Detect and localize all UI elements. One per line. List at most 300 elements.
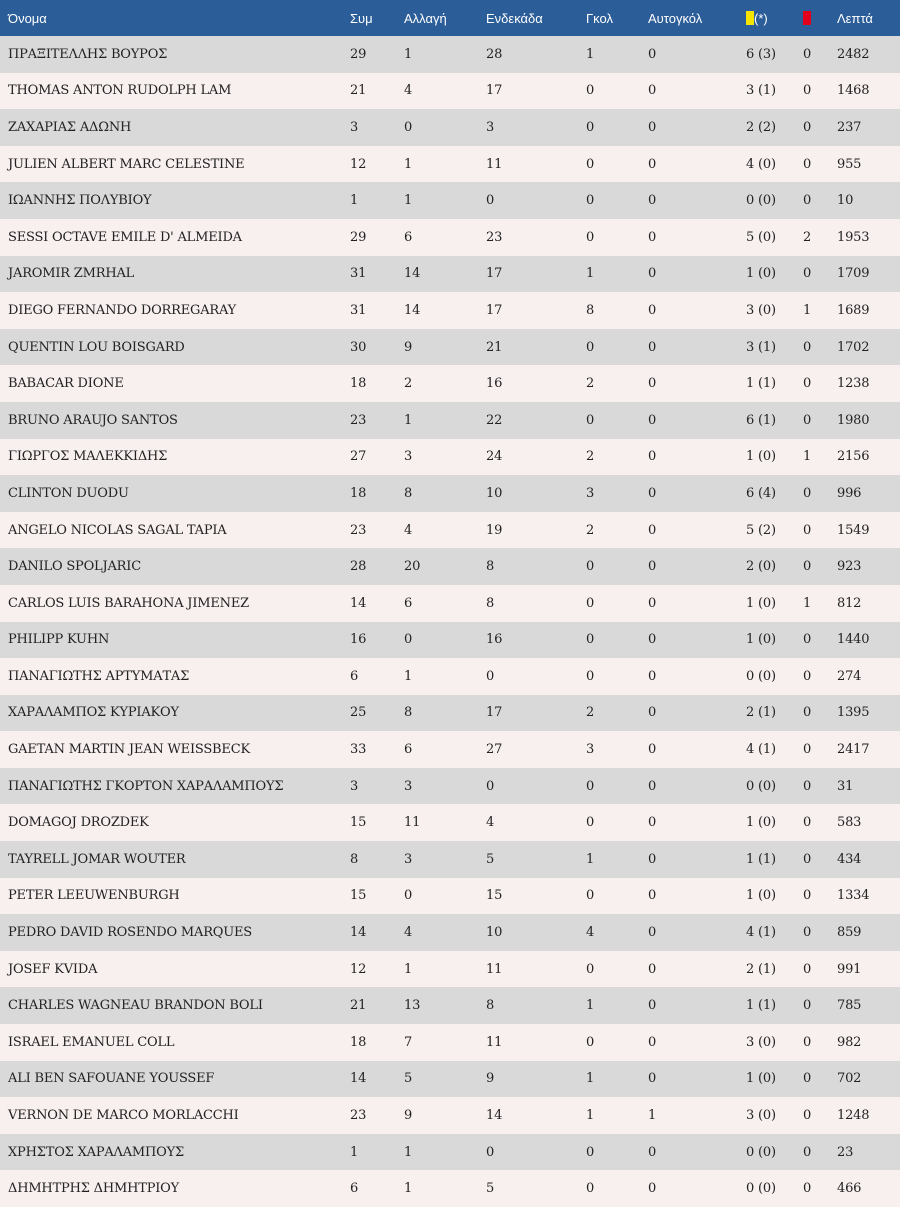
cell-goals: 2: [586, 376, 595, 392]
cell-lineup: 28: [486, 46, 503, 62]
cell-apps: 25: [350, 705, 367, 721]
col-header-goals[interactable]: Γκολ: [586, 10, 613, 26]
cell-subs: 4: [404, 83, 413, 99]
cell-goals: 0: [586, 815, 595, 831]
cell-apps: 30: [350, 339, 367, 355]
table-row: [0, 768, 900, 805]
cell-lineup: 8: [486, 998, 495, 1014]
cell-minutes: 466: [837, 1181, 862, 1197]
cell-minutes: 785: [837, 998, 862, 1014]
cell-name[interactable]: DANILO SPOLJARIC: [8, 559, 141, 575]
cell-goals: 0: [586, 119, 595, 135]
cell-subs: 9: [404, 339, 413, 355]
cell-minutes: 1980: [837, 412, 870, 428]
cell-goals: 4: [586, 925, 595, 941]
table-row: [0, 146, 900, 183]
cell-yellow-cards: 3 (1): [746, 83, 776, 99]
table-row: [0, 878, 900, 915]
cell-red-cards: 0: [803, 339, 812, 355]
cell-apps: 15: [350, 888, 367, 904]
col-header-red-cards[interactable]: [803, 0, 837, 36]
cell-minutes: 434: [837, 851, 862, 867]
cell-yellow-cards: 6 (1): [746, 412, 776, 428]
cell-subs: 1: [404, 412, 413, 428]
table-row: [0, 402, 900, 439]
cell-red-cards: 0: [803, 632, 812, 648]
cell-name[interactable]: JAROMIR ZMRHAL: [8, 266, 135, 282]
cell-lineup: 5: [486, 851, 495, 867]
cell-subs: 5: [404, 1071, 413, 1087]
cell-lineup: 5: [486, 1181, 495, 1197]
cell-yellow-cards: 1 (0): [746, 888, 776, 904]
cell-lineup: 17: [486, 302, 503, 318]
cell-red-cards: 0: [803, 778, 812, 794]
cell-subs: 0: [404, 632, 413, 648]
cell-red-cards: 1: [803, 595, 812, 611]
cell-own-goals: 0: [648, 668, 657, 684]
cell-subs: 11: [404, 815, 421, 831]
cell-lineup: 3: [486, 119, 495, 135]
cell-yellow-cards: 4 (0): [746, 156, 776, 172]
table-row: [0, 36, 900, 73]
cell-minutes: 1953: [837, 229, 870, 245]
table-header: [0, 0, 900, 36]
cell-lineup: 8: [486, 595, 495, 611]
cell-name[interactable]: ISRAEL EMANUEL COLL: [8, 1034, 175, 1050]
table-row: [0, 804, 900, 841]
cell-own-goals: 0: [648, 1181, 657, 1197]
cell-yellow-cards: 3 (1): [746, 339, 776, 355]
cell-yellow-cards: 3 (0): [746, 1108, 776, 1124]
cell-own-goals: 0: [648, 998, 657, 1014]
cell-lineup: 17: [486, 83, 503, 99]
cell-lineup: 23: [486, 229, 503, 245]
cell-own-goals: 0: [648, 449, 657, 465]
cell-goals: 8: [586, 302, 595, 318]
cell-minutes: 812: [837, 595, 862, 611]
cell-lineup: 11: [486, 961, 503, 977]
cell-minutes: 859: [837, 925, 862, 941]
cell-own-goals: 0: [648, 815, 657, 831]
col-header-name[interactable]: Όνομα: [8, 10, 47, 26]
cell-yellow-cards: 2 (2): [746, 119, 776, 135]
cell-yellow-cards: 1 (0): [746, 595, 776, 611]
cell-lineup: 0: [486, 193, 495, 209]
table-row: [0, 987, 900, 1024]
cell-goals: 0: [586, 229, 595, 245]
cell-name[interactable]: ΠΑΝΑΓΙΩΤΗΣ ΑΡΤΥΜΑΤΑΣ: [8, 668, 190, 684]
cell-goals: 2: [586, 705, 595, 721]
cell-red-cards: 0: [803, 668, 812, 684]
table-row: [0, 585, 900, 622]
cell-subs: 13: [404, 998, 421, 1014]
cell-yellow-cards: 2 (1): [746, 705, 776, 721]
cell-red-cards: 0: [803, 522, 812, 538]
cell-own-goals: 0: [648, 1144, 657, 1160]
cell-red-cards: 0: [803, 412, 812, 428]
cell-own-goals: 0: [648, 961, 657, 977]
cell-subs: 8: [404, 705, 413, 721]
cell-name[interactable]: CHARLES WAGNEAU BRANDON BOLI: [8, 998, 263, 1014]
cell-minutes: 1468: [837, 83, 870, 99]
table-row: [0, 182, 900, 219]
cell-lineup: 10: [486, 485, 503, 501]
cell-lineup: 10: [486, 925, 503, 941]
cell-apps: 27: [350, 449, 367, 465]
cell-red-cards: 0: [803, 1144, 812, 1160]
cell-apps: 6: [350, 668, 359, 684]
cell-subs: 6: [404, 595, 413, 611]
cell-name[interactable]: CARLOS LUIS BARAHONA JIMENEZ: [8, 595, 249, 611]
cell-subs: 0: [404, 119, 413, 135]
table-row: [0, 109, 900, 146]
cell-red-cards: 0: [803, 156, 812, 172]
cell-name[interactable]: DOMAGOJ DROZDEK: [8, 815, 149, 831]
cell-lineup: 17: [486, 705, 503, 721]
table-row: [0, 73, 900, 110]
cell-lineup: 21: [486, 339, 503, 355]
cell-goals: 3: [586, 742, 595, 758]
cell-yellow-cards: 1 (1): [746, 851, 776, 867]
cell-subs: 1: [404, 46, 413, 62]
cell-name[interactable]: ΠΑΝΑΓΙΩΤΗΣ ΓΚΟΡΤΟΝ ΧΑΡΑΛΑΜΠΟΥΣ: [8, 778, 284, 794]
cell-name[interactable]: ΖΑΧΑΡΙΑΣ ΑΔΩΝΗ: [8, 119, 132, 135]
cell-goals: 0: [586, 412, 595, 428]
cell-subs: 2: [404, 376, 413, 392]
cell-goals: 0: [586, 632, 595, 648]
cell-goals: 1: [586, 998, 595, 1014]
cell-name[interactable]: ANGELO NICOLAS SAGAL TAPIA: [8, 522, 227, 538]
cell-red-cards: 0: [803, 485, 812, 501]
cell-yellow-cards: 1 (0): [746, 266, 776, 282]
header-row: [0, 0, 900, 36]
cell-goals: 0: [586, 1144, 595, 1160]
cell-lineup: 11: [486, 156, 503, 172]
cell-apps: 18: [350, 376, 367, 392]
cell-apps: 12: [350, 961, 367, 977]
cell-yellow-cards: 6 (3): [746, 46, 776, 62]
cell-name[interactable]: BRUNO ARAUJO SANTOS: [8, 412, 178, 428]
cell-own-goals: 0: [648, 266, 657, 282]
cell-name[interactable]: THOMAS ANTON RUDOLPH LAM: [8, 83, 232, 99]
cell-subs: 14: [404, 302, 421, 318]
cell-red-cards: 0: [803, 925, 812, 941]
cell-own-goals: 0: [648, 412, 657, 428]
cell-own-goals: 0: [648, 1034, 657, 1050]
cell-own-goals: 0: [648, 339, 657, 355]
cell-own-goals: 0: [648, 376, 657, 392]
table-row: [0, 914, 900, 951]
table-row: [0, 951, 900, 988]
cell-yellow-cards: 1 (0): [746, 449, 776, 465]
cell-apps: 14: [350, 595, 367, 611]
cell-name[interactable]: ΔΗΜΗΤΡΗΣ ΔΗΜΗΤΡΙΟΥ: [8, 1181, 180, 1197]
cell-lineup: 0: [486, 778, 495, 794]
table-row: [0, 658, 900, 695]
cell-yellow-cards: 1 (1): [746, 998, 776, 1014]
cell-subs: 3: [404, 851, 413, 867]
cell-name[interactable]: ALI BEN SAFOUANE YOUSSEF: [8, 1071, 215, 1087]
cell-own-goals: 0: [648, 888, 657, 904]
cell-subs: 1: [404, 668, 413, 684]
cell-minutes: 1248: [837, 1108, 870, 1124]
cell-name[interactable]: ΧΑΡΑΛΑΜΠΟΣ ΚΥΡΙΑΚΟΥ: [8, 705, 179, 721]
cell-goals: 0: [586, 888, 595, 904]
cell-minutes: 1689: [837, 302, 870, 318]
cell-lineup: 16: [486, 376, 503, 392]
cell-name[interactable]: JOSEF KVIDA: [8, 961, 98, 977]
cell-subs: 3: [404, 449, 413, 465]
cell-yellow-cards: 2 (1): [746, 961, 776, 977]
cell-apps: 31: [350, 266, 367, 282]
cell-goals: 0: [586, 1034, 595, 1050]
col-header-own-goals[interactable]: Αυτογκόλ: [648, 10, 703, 26]
cell-lineup: 16: [486, 632, 503, 648]
table-row: [0, 292, 900, 329]
cell-name[interactable]: ΠΡΑΞΙΤΕΛΛΗΣ ΒΟΥΡΟΣ: [8, 46, 168, 62]
cell-goals: 0: [586, 156, 595, 172]
cell-minutes: 702: [837, 1071, 862, 1087]
cell-red-cards: 0: [803, 742, 812, 758]
cell-lineup: 0: [486, 1144, 495, 1160]
cell-own-goals: 0: [648, 83, 657, 99]
cell-apps: 8: [350, 851, 359, 867]
cell-minutes: 10: [837, 193, 854, 209]
cell-lineup: 8: [486, 559, 495, 575]
cell-apps: 33: [350, 742, 367, 758]
table-row: [0, 219, 900, 256]
col-header-apps[interactable]: Συμ: [350, 10, 373, 26]
col-header-lineup[interactable]: Ενδεκάδα: [486, 10, 543, 26]
cell-apps: 1: [350, 193, 359, 209]
cell-goals: 3: [586, 485, 595, 501]
cell-goals: 1: [586, 1108, 595, 1124]
cell-goals: 0: [586, 83, 595, 99]
cell-name[interactable]: GAETAN MARTIN JEAN WEISSBECK: [8, 742, 250, 758]
cell-name[interactable]: PETER LEEUWENBURGH: [8, 888, 180, 904]
cell-yellow-cards: 0 (0): [746, 778, 776, 794]
cell-goals: 0: [586, 595, 595, 611]
cell-minutes: 31: [837, 778, 854, 794]
cell-lineup: 17: [486, 266, 503, 282]
cell-minutes: 1238: [837, 376, 870, 392]
cell-apps: 21: [350, 998, 367, 1014]
cell-subs: 4: [404, 522, 413, 538]
cell-goals: 0: [586, 668, 595, 684]
cell-apps: 18: [350, 485, 367, 501]
cell-yellow-cards: 0 (0): [746, 668, 776, 684]
cell-goals: 2: [586, 522, 595, 538]
cell-own-goals: 0: [648, 193, 657, 209]
cell-subs: 1: [404, 1181, 413, 1197]
cell-minutes: 1395: [837, 705, 870, 721]
cell-red-cards: 0: [803, 705, 812, 721]
table-row: [0, 1134, 900, 1171]
cell-minutes: 1702: [837, 339, 870, 355]
table-row: [0, 622, 900, 659]
cell-lineup: 15: [486, 888, 503, 904]
table-row: [0, 475, 900, 512]
cell-yellow-cards: 4 (1): [746, 742, 776, 758]
cell-name[interactable]: ΓΙΩΡΓΟΣ ΜΑΛΕΚΚΙΔΗΣ: [8, 449, 168, 465]
col-header-subs[interactable]: Αλλαγή: [404, 10, 447, 26]
cell-lineup: 27: [486, 742, 503, 758]
cell-own-goals: 0: [648, 632, 657, 648]
table-row: [0, 731, 900, 768]
cell-goals: 0: [586, 961, 595, 977]
red-card-icon: [803, 11, 811, 25]
cell-apps: 12: [350, 156, 367, 172]
cell-subs: 7: [404, 1034, 413, 1050]
cell-goals: 0: [586, 559, 595, 575]
cell-minutes: 923: [837, 559, 862, 575]
cell-yellow-cards: 5 (2): [746, 522, 776, 538]
cell-own-goals: 0: [648, 925, 657, 941]
cell-minutes: 23: [837, 1144, 854, 1160]
cell-apps: 18: [350, 1034, 367, 1050]
cell-minutes: 1709: [837, 266, 870, 282]
cell-subs: 9: [404, 1108, 413, 1124]
cell-name[interactable]: JULIEN ALBERT MARC CELESTINE: [8, 156, 245, 172]
col-header-yellow-cards[interactable]: [746, 0, 803, 36]
cell-apps: 16: [350, 632, 367, 648]
col-header-minutes[interactable]: Λεπτά: [837, 10, 873, 26]
table-row: [0, 695, 900, 732]
cell-own-goals: 0: [648, 742, 657, 758]
cell-goals: 1: [586, 266, 595, 282]
cell-red-cards: 0: [803, 46, 812, 62]
cell-yellow-cards: 0 (0): [746, 1181, 776, 1197]
cell-apps: 23: [350, 1108, 367, 1124]
table-row: [0, 1061, 900, 1098]
table-row: [0, 365, 900, 402]
cell-apps: 3: [350, 119, 359, 135]
cell-name[interactable]: ΙΩΑΝΝΗΣ ΠΟΛΥΒΙΟΥ: [8, 193, 152, 209]
cell-yellow-cards: 0 (0): [746, 1144, 776, 1160]
cell-minutes: 991: [837, 961, 862, 977]
cell-yellow-cards: 5 (0): [746, 229, 776, 245]
cell-own-goals: 1: [648, 1108, 657, 1124]
cell-subs: 4: [404, 925, 413, 941]
cell-apps: 14: [350, 925, 367, 941]
cell-subs: 0: [404, 888, 413, 904]
cell-lineup: 11: [486, 1034, 503, 1050]
cell-name[interactable]: PHILIPP KUHN: [8, 632, 110, 648]
cell-yellow-cards: 3 (0): [746, 1034, 776, 1050]
cell-own-goals: 0: [648, 705, 657, 721]
cell-lineup: 22: [486, 412, 503, 428]
cell-red-cards: 0: [803, 998, 812, 1014]
cell-name[interactable]: DIEGO FERNANDO DORREGARAY: [8, 302, 237, 318]
cell-red-cards: 0: [803, 815, 812, 831]
cell-own-goals: 0: [648, 595, 657, 611]
cell-lineup: 9: [486, 1071, 495, 1087]
cell-yellow-cards: 2 (0): [746, 559, 776, 575]
cell-yellow-cards: 1 (0): [746, 632, 776, 648]
cell-own-goals: 0: [648, 46, 657, 62]
cell-apps: 1: [350, 1144, 359, 1160]
cell-own-goals: 0: [648, 156, 657, 172]
cell-goals: 0: [586, 193, 595, 209]
cell-goals: 1: [586, 851, 595, 867]
cell-own-goals: 0: [648, 1071, 657, 1087]
cell-name[interactable]: TAYRELL JOMAR WOUTER: [8, 851, 186, 867]
cell-red-cards: 0: [803, 119, 812, 135]
cell-red-cards: 0: [803, 83, 812, 99]
cell-name[interactable]: CLINTON DUODU: [8, 485, 129, 501]
cell-minutes: 237: [837, 119, 862, 135]
cell-red-cards: 0: [803, 266, 812, 282]
cell-subs: 8: [404, 485, 413, 501]
cell-red-cards: 0: [803, 961, 812, 977]
cell-red-cards: 0: [803, 1071, 812, 1087]
cell-minutes: 955: [837, 156, 862, 172]
cell-subs: 6: [404, 229, 413, 245]
cell-minutes: 274: [837, 668, 862, 684]
table-row: [0, 512, 900, 549]
cell-lineup: 4: [486, 815, 495, 831]
cell-own-goals: 0: [648, 119, 657, 135]
cell-own-goals: 0: [648, 229, 657, 245]
cell-red-cards: 1: [803, 302, 812, 318]
table-row: [0, 256, 900, 293]
cell-apps: 14: [350, 1071, 367, 1087]
cell-minutes: 1334: [837, 888, 870, 904]
cell-lineup: 14: [486, 1108, 503, 1124]
cell-subs: 1: [404, 961, 413, 977]
table-body: [0, 36, 900, 1207]
table-row: [0, 548, 900, 585]
cell-yellow-cards: 4 (1): [746, 925, 776, 941]
cell-apps: 15: [350, 815, 367, 831]
cell-red-cards: 0: [803, 1034, 812, 1050]
cell-goals: 0: [586, 778, 595, 794]
cell-lineup: 24: [486, 449, 503, 465]
cell-name[interactable]: PEDRO DAVID ROSENDO MARQUES: [8, 925, 253, 941]
table-row: [0, 841, 900, 878]
cell-lineup: 19: [486, 522, 503, 538]
cell-yellow-cards: 3 (0): [746, 302, 776, 318]
cell-name[interactable]: ΧΡΗΣΤΟΣ ΧΑΡΑΛΑΜΠΟΥΣ: [8, 1144, 185, 1160]
cell-name[interactable]: QUENTIN LOU BOISGARD: [8, 339, 185, 355]
cell-red-cards: 0: [803, 193, 812, 209]
cell-red-cards: 0: [803, 559, 812, 575]
cell-red-cards: 0: [803, 851, 812, 867]
cell-apps: 6: [350, 1181, 359, 1197]
cell-minutes: 982: [837, 1034, 862, 1050]
cell-red-cards: 1: [803, 449, 812, 465]
cell-apps: 28: [350, 559, 367, 575]
cell-subs: 6: [404, 742, 413, 758]
cell-apps: 29: [350, 229, 367, 245]
cell-red-cards: 0: [803, 376, 812, 392]
cell-red-cards: 0: [803, 888, 812, 904]
cell-name[interactable]: SESSI OCTAVE EMILE D' ALMEIDA: [8, 229, 242, 245]
cell-name[interactable]: VERNON DE MARCO MORLACCHI: [8, 1108, 239, 1124]
cell-minutes: 2156: [837, 449, 870, 465]
cell-subs: 3: [404, 778, 413, 794]
cell-minutes: 2417: [837, 742, 870, 758]
table-row: [0, 329, 900, 366]
cell-own-goals: 0: [648, 522, 657, 538]
cell-own-goals: 0: [648, 851, 657, 867]
cell-subs: 14: [404, 266, 421, 282]
cell-goals: 1: [586, 46, 595, 62]
cell-own-goals: 0: [648, 302, 657, 318]
cell-goals: 2: [586, 449, 595, 465]
cell-minutes: 583: [837, 815, 862, 831]
cell-name[interactable]: BABACAR DIONE: [8, 376, 124, 392]
